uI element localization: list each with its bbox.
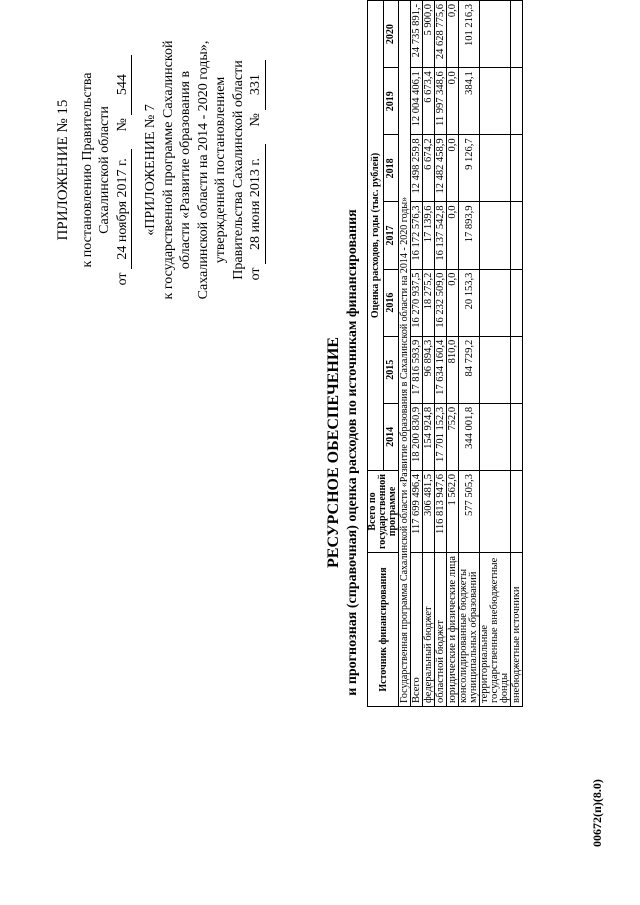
row-year-value: 12 482 458,9 <box>435 135 447 202</box>
row-year-value: 96 894,3 <box>423 336 435 403</box>
row-year-value: 16 232 509,0 <box>435 269 447 336</box>
row-year-value <box>480 202 511 269</box>
table-row <box>423 1 435 707</box>
row-year-value: 17 139,6 <box>423 202 435 269</box>
prev-date-line: от 28 июня 2013 г. № 331 <box>247 15 266 325</box>
row-total: 117 699 496,4 <box>411 470 423 552</box>
table-row <box>435 1 447 707</box>
row-year-value: 12 004 406,1 <box>411 68 423 135</box>
row-total: 116 813 947,6 <box>435 470 447 552</box>
funding-table <box>367 0 523 707</box>
prev-resolution-number: 331 <box>247 60 266 110</box>
resolution-date-line: от 24 ноября 2017 г. № 544 <box>114 15 133 325</box>
row-year-value: 17 634 160,4 <box>435 336 447 403</box>
row-year-value <box>480 135 511 202</box>
year-header: 2015 <box>383 336 399 403</box>
row-year-value: 16 270 937,5 <box>411 269 423 336</box>
row-year-value: 24 628 775,6 <box>435 1 447 68</box>
row-year-value: 9 126,7 <box>459 135 480 202</box>
program-line-2: области «Развитие образования в <box>178 70 193 270</box>
row-year-value <box>511 202 523 269</box>
row-year-value: 0,0 <box>447 135 459 202</box>
row-total: 1 562,0 <box>447 470 459 552</box>
program-line-1: к государственной программе Сахалинской <box>160 40 176 300</box>
row-year-value: 20 153,3 <box>459 269 480 336</box>
col-source-header: Источник финансирования <box>368 553 399 707</box>
resolution-number: 544 <box>114 55 133 115</box>
row-year-value: 6 674,2 <box>423 135 435 202</box>
prev-resolution-date: 28 июня 2013 г. <box>247 144 266 264</box>
row-year-value: 154 924,8 <box>423 403 435 470</box>
row-source: Всего <box>411 553 423 707</box>
year-header: 2016 <box>383 269 399 336</box>
footer-code: 00672(п)(8.0) <box>590 779 604 847</box>
row-year-value <box>511 1 523 68</box>
row-year-value: 344 001,8 <box>459 403 480 470</box>
row-year-value <box>480 68 511 135</box>
row-year-value: 384,1 <box>459 68 480 135</box>
col-estimate-header: Оценка расходов, годы (тыс. рублей) <box>368 1 384 471</box>
table-row <box>411 1 423 707</box>
row-source: консолидированные бюджеты муниципальных образований <box>459 553 480 707</box>
row-year-value <box>480 336 511 403</box>
program-line-3: Сахалинской области на 2014 - 2020 годы», <box>195 40 211 300</box>
row-year-value <box>511 269 523 336</box>
table-row <box>447 1 459 707</box>
section-row <box>399 1 411 707</box>
row-total: 306 481,5 <box>423 470 435 552</box>
row-year-value <box>511 403 523 470</box>
row-year-value: 12 498 259,8 <box>411 135 423 202</box>
program-line-4: утвержденной постановлением <box>213 76 228 264</box>
row-year-value: 84 729,2 <box>459 336 480 403</box>
row-year-value: 0,0 <box>447 269 459 336</box>
row-year-value <box>511 68 523 135</box>
year-header: 2020 <box>383 1 399 68</box>
prev-appendix-title: «ПРИЛОЖЕНИЕ № 7 <box>143 104 158 236</box>
section-title: Государственная программа Сахалинской области «Развитие образования в Сахалинской области на 2014 - 2020 годы» <box>399 1 411 707</box>
row-year-value: 0,0 <box>447 202 459 269</box>
row-year-value: 17 893,9 <box>459 202 480 269</box>
year-header: 2019 <box>383 68 399 135</box>
row-year-value: 810,0 <box>447 336 459 403</box>
row-year-value: 18 200 830,9 <box>411 403 423 470</box>
row-year-value: 24 735 891,- <box>411 1 423 68</box>
appendix-title: ПРИЛОЖЕНИЕ № 15 <box>55 99 71 241</box>
row-source: юридические и физические лица <box>447 553 459 707</box>
row-year-value: 6 673,4 <box>423 68 435 135</box>
resolution-date: 24 ноября 2017 г. <box>114 149 133 269</box>
row-year-value: 11 997 348,6 <box>435 68 447 135</box>
table-row <box>511 1 523 707</box>
row-total <box>480 470 511 552</box>
row-year-value <box>480 269 511 336</box>
col-total-header: Всего по государственной программе <box>368 470 399 552</box>
table-row <box>459 1 480 707</box>
row-year-value: 16 172 576,3 <box>411 202 423 269</box>
row-year-value <box>480 403 511 470</box>
year-header: 2014 <box>383 403 399 470</box>
row-year-value: 752,0 <box>447 403 459 470</box>
row-year-value: 101 216,3 <box>459 1 480 68</box>
row-year-value: 5 900,0 <box>423 1 435 68</box>
row-total <box>511 470 523 552</box>
year-header: 2017 <box>383 202 399 269</box>
row-source: областной бюджет <box>435 553 447 707</box>
row-source: внебюджетные источники <box>511 553 523 707</box>
row-year-value: 17 701 152,3 <box>435 403 447 470</box>
table-header-row <box>368 1 384 707</box>
row-year-value: 0,0 <box>447 68 459 135</box>
appendix-header <box>55 15 266 325</box>
row-year-value: 16 137 542,8 <box>435 202 447 269</box>
year-header: 2018 <box>383 135 399 202</box>
row-total: 577 505,3 <box>459 470 480 552</box>
row-year-value <box>480 1 511 68</box>
document-title: РЕСУРСНОЕ ОБЕСПЕЧЕНИЕ <box>325 337 342 568</box>
table-row <box>480 1 511 707</box>
resolution-line-2: Сахалинской области <box>97 106 112 234</box>
document-subtitle: и прогнозная (справочная) оценка расходов по источникам финансирования <box>345 209 360 696</box>
row-year-value: 18 275,2 <box>423 269 435 336</box>
row-source: федеральный бюджет <box>423 553 435 707</box>
row-year-value <box>511 135 523 202</box>
row-year-value <box>511 336 523 403</box>
resolution-line-1: к постановлению Правительства <box>79 72 95 268</box>
row-year-value: 0,0 <box>447 1 459 68</box>
program-line-5: Правительства Сахалинской области <box>230 60 246 280</box>
row-year-value: 17 816 593,9 <box>411 336 423 403</box>
table-body <box>411 1 523 707</box>
row-source: территориальные государственные внебюджетные фонды <box>480 553 511 707</box>
